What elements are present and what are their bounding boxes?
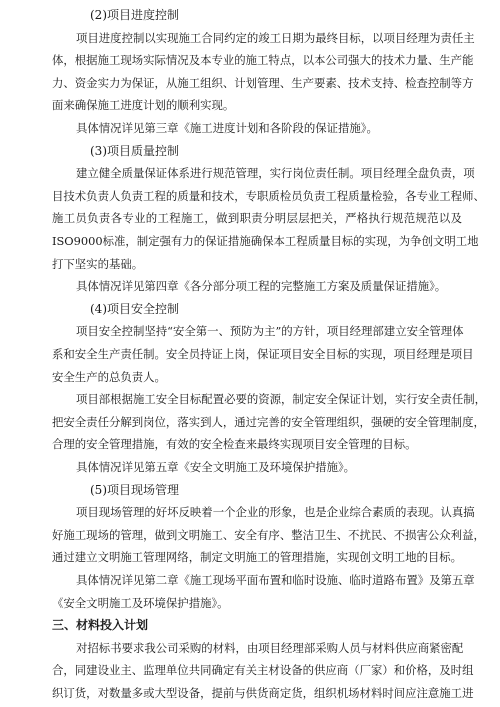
paragraph-line: 项目现场管理的好坏反映着一个企业的形象，也是企业综合素质的表现。认真搞 (76, 505, 475, 520)
paragraph-line: 项目安全控制坚持“安全第一、预防为主”的方针，项目经理部建立安全管理体 (76, 324, 464, 339)
paragraph-line: 合，同建设业主、监理单位共同确定有关主材设备的供应商（厂家）和价格，及时组 (52, 663, 474, 678)
paragraph-line: 体，根据施工现场实际情况及本专业的施工特点，以本公司强大的技术力量、生产能 (52, 53, 474, 68)
paragraph-line: 织订货，对数量多或大型设备，提前与供货商定货，组织机场材料时间应注意施工进 (52, 686, 474, 700)
paragraph-line: 通过建立文明施工管理网络，制定文明施工的管理措施，实现创文明工地的目标。 (52, 550, 463, 565)
paragraph-line: 项目进度控制以实现施工合同约定的竣工日期为最终目标，以项目经理为责任主 (76, 30, 475, 45)
paragraph-line: 力、资金实力为保证，从施工组织、计划管理、生产要素、技术支持、检查控制等方 (52, 75, 474, 90)
paragraph-line: 安全生产的总负责人。 (52, 369, 166, 384)
paragraph-line: 项目部根据施工安全目标配置必要的资源，制定安全保证计划，实行安全责任制， (76, 392, 487, 407)
paragraph-line: 合理的安全管理措施，有效的安全检查来最终实现项目安全管理的目标。 (52, 437, 417, 452)
paragraph-line: 面来确保施工进度计划的顺利实现。 (52, 98, 235, 113)
paragraph-line: 系和安全生产责任制。安全员持证上岗，保证项目安全目标的实现，项目经理是项目 (52, 347, 474, 361)
section-heading-safety-control: (4)项目安全控制 (90, 301, 179, 316)
paragraph-line: 建立健全质量保证体系进行规范管理，实行岗位责任制。项目经理全盘负责，项 (76, 166, 475, 181)
paragraph-line: 对招标书要求我公司采购的材料，由项目经理部采购人员与材料供应商紧密配 (76, 640, 464, 655)
reference-line: 具体情况详见第二章《施工现场平面布置和临时设施、临时道路布置》及第五章 (76, 573, 475, 587)
reference-line: 具体情况详见第四章《各分部分项工程的完整施工方案及质量保证措施》。 (76, 279, 447, 294)
paragraph-line: 目技术负责人负责工程的质量和技术，专职质检员负责工程质量检验，各专业工程师、 (52, 188, 485, 203)
paragraph-line: 好施工现场的管理，做到文明施工、安全有序、整洁卫生、不扰民、不损害公众利益， (52, 527, 485, 542)
section-heading-site-management: (5)项目现场管理 (90, 482, 179, 497)
paragraph-line: ISO9000标准，制定强有力的保证措施确保本工程质量目标的实现，为争创文明工地 (52, 234, 479, 248)
paragraph-line: 打下坚实的基础。 (52, 256, 144, 271)
section-heading-quality-control: (3)项目质量控制 (90, 143, 179, 158)
reference-line: 具体情况详见第五章《安全文明施工及环境保护措施》。 (76, 460, 356, 474)
paragraph-line: 施工员负责各专业的工程施工，做到职责分明层层把关，严格执行规范规范以及 (52, 211, 462, 226)
chapter-heading-material-plan: 三、材料投入计划 (52, 618, 149, 633)
reference-line: 具体情况详见第三章《施工进度计划和各阶段的保证措施》。 (76, 121, 378, 135)
section-heading-progress-control: (2)项目进度控制 (90, 8, 179, 22)
reference-line: 《安全文明施工及环境保护措施》。 (52, 595, 229, 610)
paragraph-line: 把安全责任分解到岗位，落实到人，通过完善的安全管理组织，强硬的安全管理制度， (52, 414, 485, 429)
